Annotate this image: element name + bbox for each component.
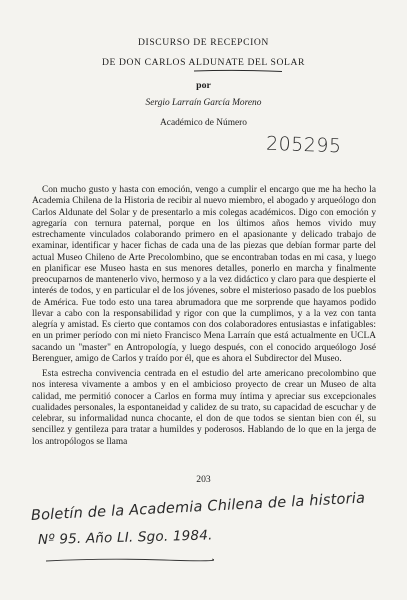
- author-role: Académico de Número: [160, 118, 247, 128]
- handwritten-source-line-1: Boletín de la Academia Chilena de la historia: [30, 490, 366, 524]
- heading-subtitle: DE DON CARLOS ALDUNATE DEL SOLAR: [102, 57, 305, 68]
- paragraph-2: Esta estrecha convivencia centrada en el estudio del arte americano precolombino que nos interesa vivamente a ambos y en el ambicioso proyecto de crear un Museo de alta calidad, me permitió conocer a Carlos en forma muy íntima y apreciar sus excepcionales cualidades personales, la espontaneidad y calidez de su trato, su capacidad de escuchar y de celebrar, su informalidad nunca chocante, el don de que todos se sientan bien con él, su sencillez y gentileza para tratar a humildes y poderosos. Hablando de lo que en la jerga de los antropólogos se llama: [32, 369, 376, 447]
- handwritten-catalog-number: 205295: [265, 132, 342, 158]
- body-text: [32, 185, 376, 448]
- paragraph-1: Con mucho gusto y hasta con emoción, vengo a cumplir el encargo que me ha hecho la Academia Chilena de la Historia de recibir al nuevo miembro, el abogado y arqueólogo don Carlos Aldunate del Solar y de presentarlo a mis colegas académicos. Digo con emoción y agregaría con ternura paternal, porque en los últimos años hemos vivido muy estrechamente vinculados colaborando primero en el apasionante y delicado trabajo de examinar, identificar y hacer fichas de cada una de las piezas que debían formar parte del actual Museo Chileno de Arte Precolombino, que se encontraban todas en mi casa, y luego en planificar ese Museo hasta en sus menores detalles, ponerlo en marcha y finalmente preocuparnos de mantenerlo vivo, hermoso y a la vez didáctico y claro para que despierte el interés de todos, y en particular el de los jóvenes, sobre el misterioso pasado de los pueblos de América. Fue todo esto una tarea abrumadora que me sorprende que hayamos podido llevar a cabo con la responsabilidad y rigor con que la cumplimos, y a la vez con tanta alegría y amistad. Es cierto que contamos con dos colaboradores entusiastas e infatigables: en un primer período con mi nieto Francisco Mena Larraín que está actualmente en UCLA sacando un "master" en Antropología, y luego después, con el conocido arqueólogo José Berenguer, amigo de Carlos y traído por él, que es ahora el Subdirector del Museo.: [32, 185, 376, 364]
- heading-title: DISCURSO DE RECEPCION: [138, 37, 269, 48]
- author-name: Sergio Larraín García Moreno: [145, 98, 262, 108]
- handwritten-underline: [44, 557, 214, 563]
- handwritten-source-line-2: Nº 95. Año LI. Sgo. 1984.: [37, 527, 213, 548]
- pen-underline-mark: [193, 69, 283, 73]
- page-number: 203: [196, 474, 211, 485]
- byline-por: por: [196, 80, 211, 91]
